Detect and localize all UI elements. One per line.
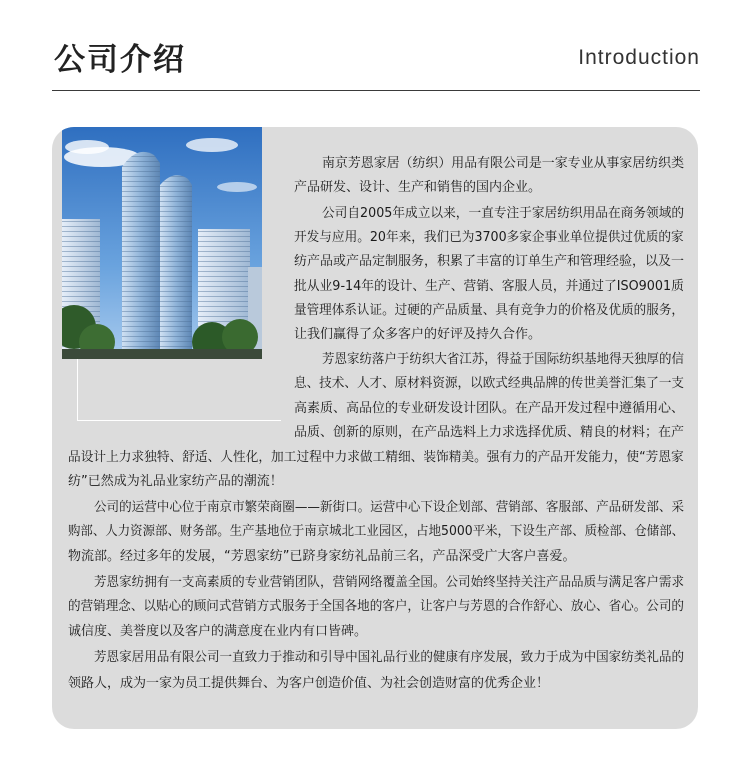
intro-line: 南京芳恩家居（纺织）用品有限公司是一家专业从事家居纺织类 [322,156,685,171]
page-header [52,28,700,91]
introduction-panel [52,127,698,729]
body-line: 诚信度、美誉度以及客户的满意度在业内有口皆碑。 [68,624,368,639]
body-line: 公司的运营中心位于南京市繁荣商圈——新街口。运营中心下设企划部、营销部、客服部、产品研发部、采 [94,500,685,515]
intro-line: 开发与应用。20年来，我们已为3700多家企事业单位提供过优质的家 [294,230,684,245]
intro-line: 息、技术、人才、原材料资源，以欧式经典品牌的传世美誉汇集了一支 [294,376,685,391]
intro-line: 让我们赢得了众多客户的好评及持久合作。 [294,327,542,342]
body-line: 纺”已然成为礼品业家纺产品的潮流！ [68,474,283,489]
body-line: 芳恩家居用品有限公司一直致力于推动和引导中国礼品行业的健康有序发展，致力于成为中国家纺类礼品的 [94,650,685,665]
intro-line: 高素质、高品位的专业研发设计团队。在产品开发过程中遵循用心、 [294,401,685,416]
body-line: 物流部。经过多年的发展，“芳恩家纺”已跻身家纺礼品前三名，产品深受广大客户喜爱。 [68,549,576,564]
page-title-english: Introduction [578,46,700,69]
body-line: 芳恩家纺拥有一支高素质的专业营销团队，营销网络覆盖全国。公司始终坚持关注产品品质与满足客户需求 [94,575,685,590]
body-line: 购部、人力资源部、财务部。生产基地位于南京城北工业园区，占地5000平米，下设生产部、质检部、仓储部、 [68,524,685,539]
intro-line: 芳恩家纺落户于纺织大省江苏，得益于国际纺织基地得天独厚的信 [322,352,685,367]
intro-line: 批从业9-14年的设计、生产、营销、客服人员，并通过了ISO9001质 [294,279,684,294]
body-line: 的营销理念、以贴心的顾问式营销方式服务于全国各地的客户，让客户与芳恩的合作舒心、放心、省心。公司的 [68,599,685,614]
intro-line: 产品研发、设计、生产和销售的国内企业。 [294,180,542,195]
intro-line: 公司自2005年成立以来，一直专注于家居纺织用品在商务领域的 [322,206,685,221]
body-line: 领路人，成为一家为员工提供舞台、为客户创造价值、为社会创造财富的优秀企业！ [68,676,550,691]
intro-line: 纺产品或产品定制服务，积累了丰富的订单生产和管理经验，以及一 [294,254,685,269]
introduction-text [52,127,698,729]
intro-line: 量管理体系认证。过硬的产品质量、具有竞争力的价格及优质的服务， [294,303,685,318]
body-line: 品设计上力求独特、舒适、人性化，加工过程中力求做工精细、装饰精美。强有力的产品开发能力，使“芳恩家 [68,450,684,465]
page-title: 公司介绍 [54,42,186,78]
intro-line: 品质、创新的原则，在产品选料上力求选择优质、精良的材料；在产 [294,425,685,440]
